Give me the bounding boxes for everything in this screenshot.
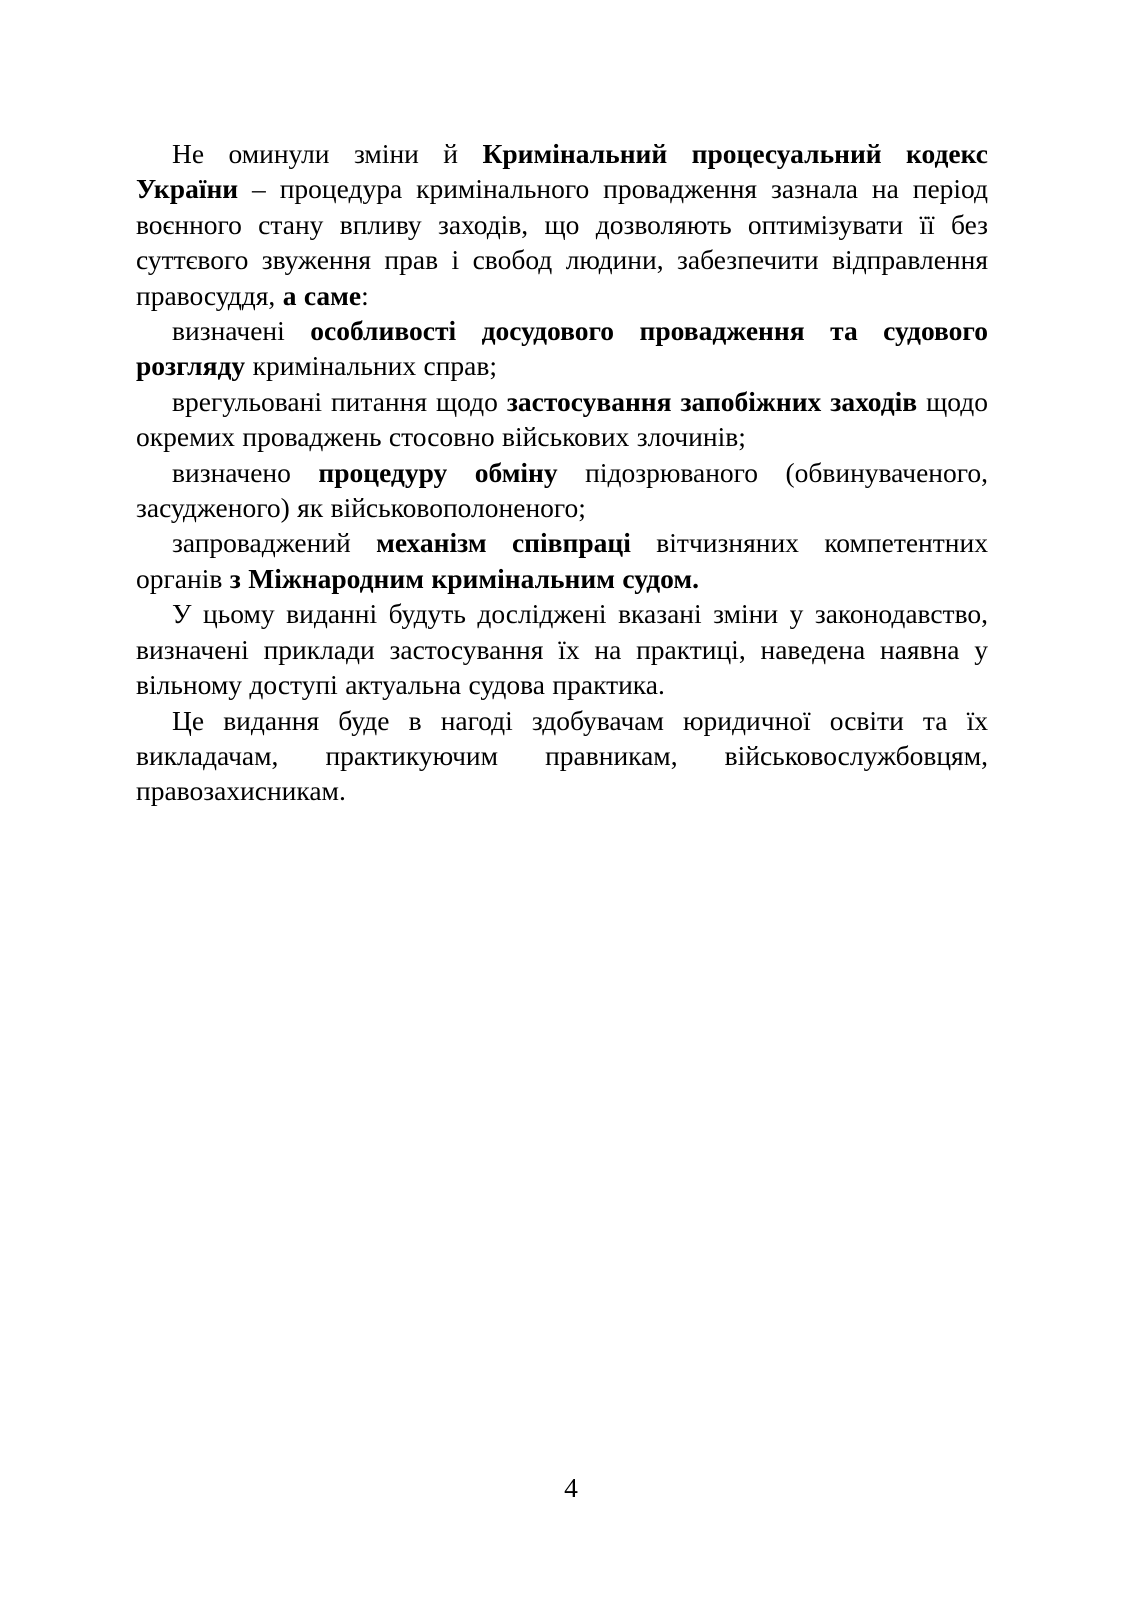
text-run: вітчизняних компетентних органів — [136, 527, 988, 594]
paragraph-4 — [136, 455, 988, 526]
paragraph-2 — [136, 313, 988, 384]
emphasis-run: процедуру обміну — [318, 456, 558, 488]
emphasis-run: особливості досудового провадження та судового розгляду — [136, 315, 988, 382]
emphasis-run: а саме — [282, 279, 362, 311]
text-run: визначено — [172, 456, 319, 488]
text-run: щодо окремих проваджень стосовно військових злочинів; — [136, 385, 988, 453]
body-text-block — [136, 136, 988, 809]
text-run: запроваджений — [172, 527, 377, 559]
paragraph-3 — [136, 384, 988, 455]
text-run: визначені — [172, 315, 311, 347]
text-run: Це видання буде в нагоді здобувачам юридичної освіти та їх викладачам, практикуючим правникам, військовослужбовцям, правозахисникам. — [136, 704, 988, 807]
paragraph-5 — [136, 525, 988, 596]
text-run: : — [361, 279, 369, 311]
emphasis-run: Кримінальний процесуальний кодекс України — [136, 138, 988, 205]
emphasis-run: з Міжнародним кримінальним судом. — [229, 562, 699, 594]
emphasis-run: механізм співпраці — [376, 527, 631, 559]
text-run: врегульовані питання щодо — [172, 385, 507, 417]
page-number: 4 — [564, 1472, 578, 1503]
paragraph-1 — [136, 136, 988, 313]
text-run: У цьому виданні будуть досліджені вказані зміни у законодавство, визначені приклади застосування їх на практиці, наведена наявна у вільному доступі актуальна судова практика. — [136, 598, 988, 701]
paragraph-7 — [136, 703, 988, 809]
text-run: підозрюваного (обвинуваченого, засудженого) як військовополоненого; — [136, 456, 988, 524]
paragraph-6 — [136, 596, 988, 702]
text-run: кримінальних справ; — [245, 350, 497, 382]
text-run: – процедура кримінального провадження зазнала на період воєнного стану впливу заходів, що дозволяють оптимізувати її без суттєвого звуження прав і свобод людини, забезпечити відправлення правосуддя, — [136, 173, 988, 311]
emphasis-run: застосування запобіжних заходів — [506, 385, 918, 417]
text-run: Не оминули зміни й — [172, 138, 483, 169]
